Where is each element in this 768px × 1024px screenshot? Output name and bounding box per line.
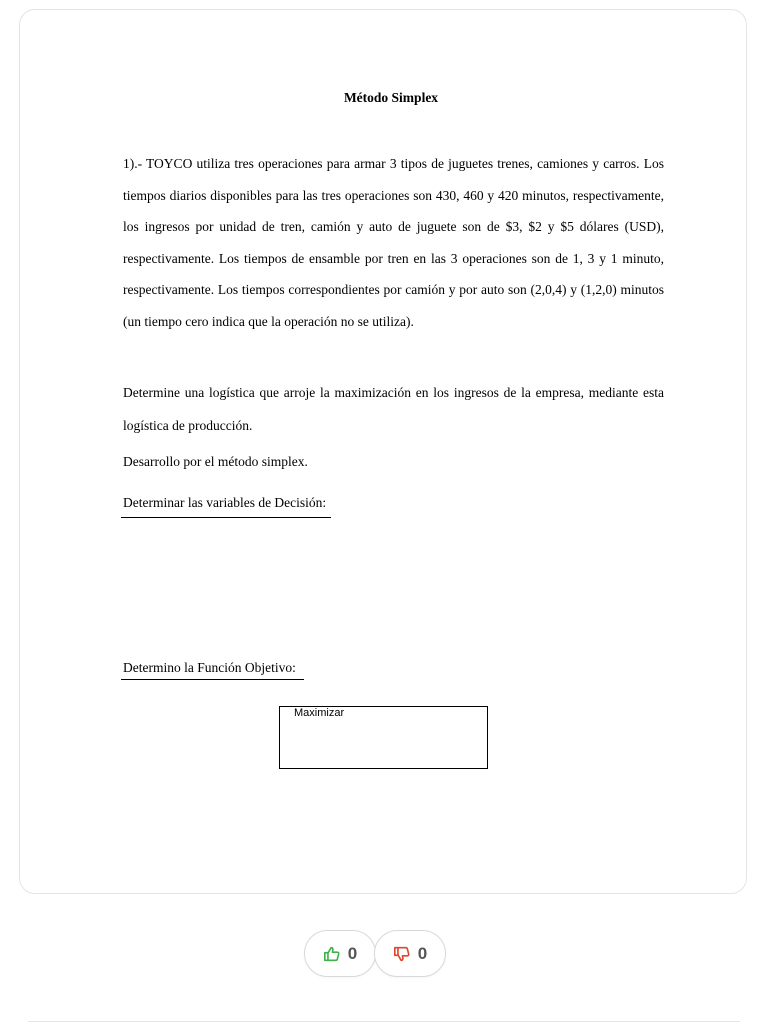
- decision-variables-heading: Determinar las variables de Decisión:: [123, 495, 327, 510]
- method-paragraph: Desarrollo por el método simplex.: [123, 454, 308, 469]
- problem-statement-paragraph: 1).- TOYCO utiliza tres operaciones para armar 3 tipos de juguetes trenes, camiones y carros. Los tiempos diarios disponibles para las tres operaciones son 430, 460 y 420 minutos, respectivamente, los ingresos por unidad de tren, camión y auto de juguete son de $3, $2 y $5 dólares (USD), respectivamente. Los tiempos de ensamble por tren en las 3 operaciones son de 1, 3 y 1 minuto, respectivamente. Los tiempos correspondientes por camión y por auto son (2,0,4) y (1,2,0) minutos (un tiempo cero indica que la operación no se utiliza).: [123, 156, 664, 329]
- dislike-button[interactable]: [374, 930, 446, 977]
- objective-function-heading: Determino la Función Objetivo:: [123, 660, 296, 675]
- footer-divider: [28, 1021, 740, 1022]
- objective-function-underline: [121, 679, 304, 680]
- thumbs-down-icon: [393, 945, 411, 963]
- document-title: Método Simplex: [343, 90, 439, 105]
- objective-function-box: [279, 706, 488, 769]
- objective-instruction-paragraph: Determine una logística que arroje la maximización en los ingresos de la empresa, mediante esta logística de producción.: [123, 385, 664, 433]
- feedback-bar: [304, 930, 446, 978]
- thumbs-up-icon: [323, 945, 341, 963]
- decision-variables-underline: [121, 517, 331, 518]
- maximize-label: Maximizar: [294, 707, 345, 719]
- dislike-count: 0: [417, 943, 428, 963]
- like-button[interactable]: [304, 930, 376, 977]
- like-count: 0: [347, 943, 358, 963]
